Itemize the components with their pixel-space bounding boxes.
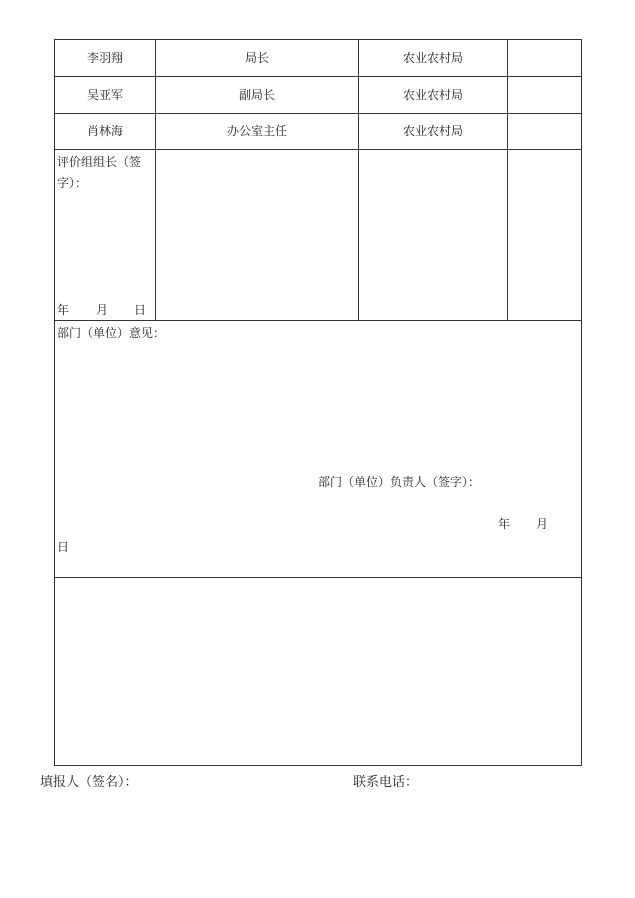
row-1-name: 李羽翔 bbox=[86, 51, 123, 65]
row-3-name: 肖林海 bbox=[86, 124, 123, 138]
table-bottom-border bbox=[54, 765, 582, 766]
filler-sign-label: 填报人（签名）： bbox=[40, 775, 138, 790]
leader-sign-label-line1: 评价组组长（签 bbox=[57, 155, 142, 169]
dept-head-sign-label: 部门（单位）负责人（签字）： bbox=[318, 475, 481, 489]
dept-opinion-label: 部门（单位）意见： bbox=[57, 326, 166, 340]
dept-date-year: 年 bbox=[498, 517, 511, 531]
table-right-border bbox=[581, 39, 582, 766]
row-divider-1 bbox=[54, 76, 582, 77]
leader-sign-label-line2: 字）： bbox=[57, 176, 88, 190]
dept-date-month: 月 bbox=[536, 517, 549, 531]
leader-date-year: 年 bbox=[57, 303, 70, 317]
col-divider-2 bbox=[358, 39, 359, 321]
row-divider-2 bbox=[54, 113, 582, 114]
row-3-position: 办公室主任 bbox=[226, 124, 287, 138]
dept-section-bottom bbox=[54, 577, 582, 578]
row-2-name: 吴亚军 bbox=[86, 88, 123, 102]
row-2-unit: 农业农村局 bbox=[402, 88, 463, 102]
row-1-unit: 农业农村局 bbox=[402, 51, 463, 65]
table-top-border bbox=[54, 39, 582, 40]
leader-date-day: 日 bbox=[134, 303, 147, 317]
leader-date-month: 月 bbox=[96, 303, 109, 317]
col-divider-3 bbox=[507, 39, 508, 321]
table-left-border bbox=[54, 39, 55, 766]
row-2-position: 副局长 bbox=[238, 88, 275, 102]
row-3-unit: 农业农村局 bbox=[402, 124, 463, 138]
row-1-position: 局长 bbox=[244, 51, 269, 65]
dept-date-day: 日 bbox=[57, 540, 70, 554]
leader-section-bottom bbox=[54, 320, 582, 321]
row-divider-3 bbox=[54, 149, 582, 150]
col-divider-1 bbox=[155, 39, 156, 321]
phone-label: 联系电话： bbox=[353, 775, 419, 790]
